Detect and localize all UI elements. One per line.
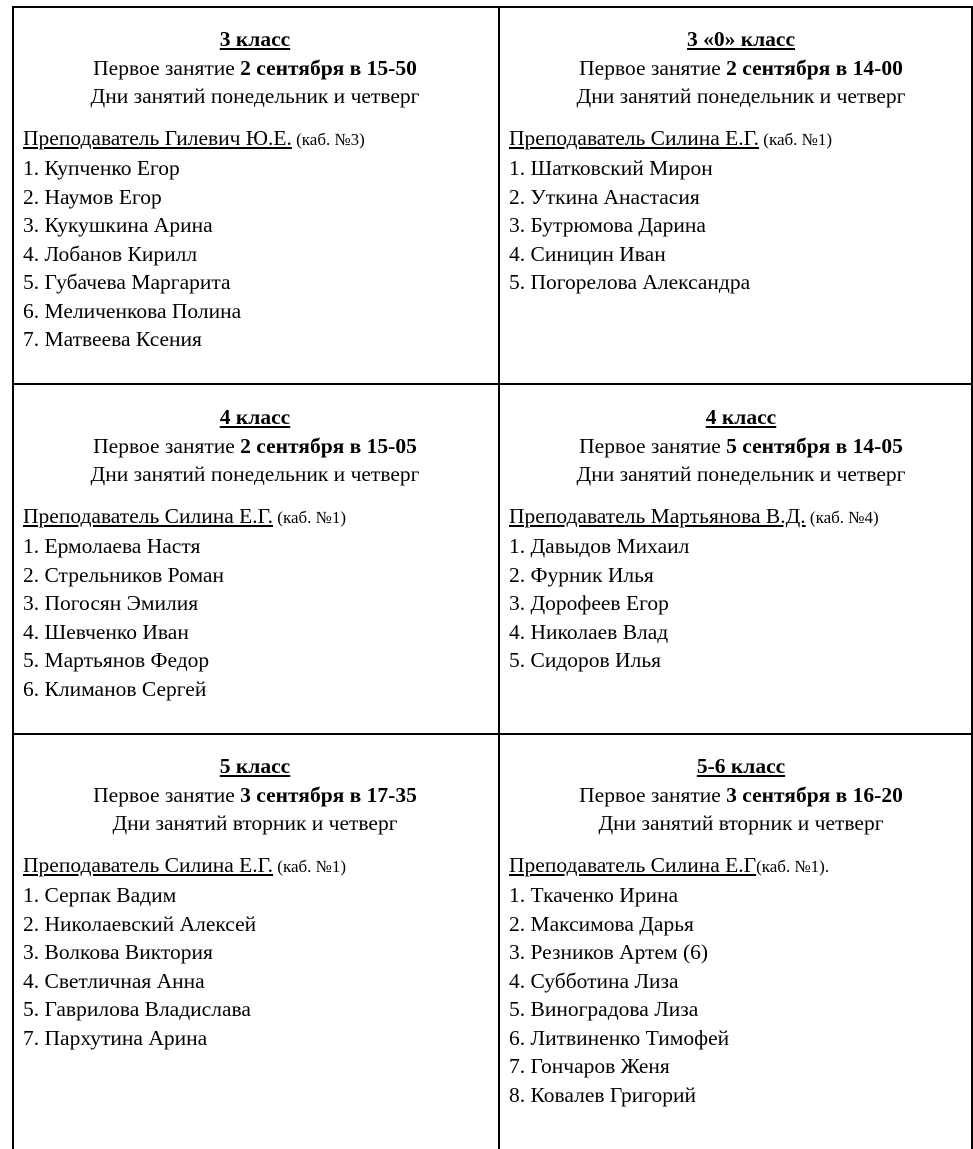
teacher-line bbox=[498, 851, 973, 882]
room-number: (каб. №1) bbox=[273, 856, 347, 876]
class-block bbox=[12, 25, 498, 354]
room-number: (каб. №1). bbox=[756, 856, 830, 876]
teacher-line bbox=[12, 851, 498, 882]
first-lesson-line bbox=[498, 54, 973, 83]
student-item: 1. Давыдов Михаил bbox=[509, 534, 690, 558]
first-lesson-prefix: Первое занятие bbox=[93, 782, 241, 807]
student-item: 4. Николаев Влад bbox=[509, 619, 669, 644]
student-item: 2. Николаевский Алексей bbox=[23, 911, 257, 936]
first-lesson-in: в bbox=[830, 55, 853, 80]
student-item: 2. Фурник Илья bbox=[509, 562, 654, 587]
first-lesson-line bbox=[12, 432, 498, 461]
student-item: 6. Литвиненко Тимофей bbox=[509, 1025, 730, 1050]
class-title: 3 класс bbox=[219, 27, 291, 51]
student-item: 5. Гаврилова Владислава bbox=[23, 997, 251, 1021]
student-item: 2. Стрельников Роман bbox=[23, 562, 224, 587]
student-list bbox=[498, 154, 973, 297]
lesson-days: Дни занятий понедельник и четверг bbox=[90, 462, 420, 486]
student-item: 1. Шатковский Мирон bbox=[509, 156, 713, 180]
student-list bbox=[498, 881, 973, 1109]
grid-line-row1 bbox=[12, 383, 973, 385]
first-lesson-prefix: Первое занятие bbox=[579, 782, 727, 807]
student-item: 6. Климанов Сергей bbox=[23, 676, 207, 701]
student-item: 5. Мартьянов Федор bbox=[23, 648, 210, 672]
teacher-name: Преподаватель Силина Е.Г bbox=[509, 852, 757, 877]
student-list bbox=[12, 881, 498, 1052]
student-item: 3. Погосян Эмилия bbox=[23, 591, 199, 615]
class-block bbox=[498, 25, 973, 297]
student-item: 2. Уткина Анастасия bbox=[509, 184, 700, 209]
first-lesson-time: 15-50 bbox=[366, 55, 417, 80]
student-item: 1. Ермолаева Настя bbox=[23, 534, 201, 558]
first-lesson-line bbox=[12, 781, 498, 810]
first-lesson-time: 17-35 bbox=[366, 782, 417, 807]
first-lesson-time: 15-05 bbox=[366, 433, 417, 458]
student-item: 4. Шевченко Иван bbox=[23, 619, 189, 644]
first-lesson-prefix: Первое занятие bbox=[93, 55, 241, 80]
class-header bbox=[12, 752, 498, 838]
student-item: 4. Светличная Анна bbox=[23, 968, 205, 993]
student-list bbox=[12, 154, 498, 354]
student-item: 1. Ткаченко Ирина bbox=[509, 883, 679, 907]
student-item: 3. Дорофеев Егор bbox=[509, 591, 669, 615]
teacher-name: Преподаватель Силина Е.Г. bbox=[509, 125, 760, 150]
student-item: 5. Сидоров Илья bbox=[509, 648, 662, 672]
class-block bbox=[498, 403, 973, 675]
first-lesson-in: в bbox=[344, 782, 367, 807]
class-header bbox=[498, 752, 973, 838]
first-lesson-line bbox=[498, 781, 973, 810]
class-title: 5-6 класс bbox=[696, 754, 786, 778]
first-lesson-prefix: Первое занятие bbox=[579, 433, 727, 458]
class-header bbox=[12, 403, 498, 489]
student-list bbox=[12, 532, 498, 703]
room-number: (каб. №1) bbox=[273, 507, 347, 527]
class-title: 3 «0» класс bbox=[686, 27, 796, 51]
first-lesson-time: 16-20 bbox=[852, 782, 903, 807]
student-item: 3. Волкова Виктория bbox=[23, 940, 213, 964]
teacher-line bbox=[498, 124, 973, 155]
class-header bbox=[498, 403, 973, 489]
teacher-name: Преподаватель Силина Е.Г. bbox=[23, 852, 274, 877]
room-number: (каб. №1) bbox=[759, 129, 833, 149]
first-lesson-date: 3 сентября bbox=[726, 782, 831, 807]
grid-line-row2 bbox=[12, 733, 973, 735]
first-lesson-in: в bbox=[344, 55, 367, 80]
student-item: 3. Бутрюмова Дарина bbox=[509, 213, 706, 237]
room-number: (каб. №4) bbox=[805, 507, 879, 527]
student-item: 7. Пархутина Арина bbox=[23, 1025, 208, 1050]
room-number: (каб. №3) bbox=[291, 129, 365, 149]
first-lesson-line bbox=[12, 54, 498, 83]
student-item: 5. Виноградова Лиза bbox=[509, 997, 699, 1021]
class-title: 4 класс bbox=[705, 405, 777, 429]
lesson-days: Дни занятий понедельник и четверг bbox=[576, 84, 906, 108]
teacher-name: Преподаватель Силина Е.Г. bbox=[23, 503, 274, 528]
student-item: 1. Купченко Егор bbox=[23, 156, 180, 180]
first-lesson-date: 5 сентября bbox=[726, 433, 831, 458]
grid-line-top bbox=[12, 6, 973, 8]
student-item: 7. Матвеева Ксения bbox=[23, 327, 202, 351]
class-title: 4 класс bbox=[219, 405, 291, 429]
student-list bbox=[498, 532, 973, 675]
teacher-name: Преподаватель Мартьянова В.Д. bbox=[509, 503, 806, 528]
student-item: 1. Серпак Вадим bbox=[23, 883, 177, 907]
first-lesson-time: 14-05 bbox=[852, 433, 903, 458]
lesson-days: Дни занятий вторник и четверг bbox=[598, 811, 884, 835]
class-block bbox=[12, 403, 498, 703]
first-lesson-prefix: Первое занятие bbox=[579, 55, 727, 80]
first-lesson-date: 2 сентября bbox=[240, 433, 345, 458]
teacher-line bbox=[12, 502, 498, 533]
student-item: 3. Резников Артем (6) bbox=[509, 940, 709, 964]
first-lesson-in: в bbox=[830, 433, 853, 458]
student-item: 6. Меличенкова Полина bbox=[23, 298, 242, 323]
first-lesson-in: в bbox=[830, 782, 853, 807]
teacher-line bbox=[12, 124, 498, 155]
class-block bbox=[12, 752, 498, 1052]
student-item: 4. Субботина Лиза bbox=[509, 968, 679, 993]
student-item: 5. Погорелова Александра bbox=[509, 270, 751, 294]
lesson-days: Дни занятий понедельник и четверг bbox=[576, 462, 906, 486]
lesson-days: Дни занятий вторник и четверг bbox=[112, 811, 398, 835]
student-item: 8. Ковалев Григорий bbox=[509, 1082, 697, 1107]
class-block bbox=[498, 752, 973, 1109]
class-header bbox=[12, 25, 498, 111]
first-lesson-time: 14-00 bbox=[852, 55, 903, 80]
lesson-days: Дни занятий понедельник и четверг bbox=[90, 84, 420, 108]
class-header bbox=[498, 25, 973, 111]
student-item: 4. Синицин Иван bbox=[509, 241, 666, 266]
student-item: 5. Губачева Маргарита bbox=[23, 270, 231, 294]
student-item: 2. Максимова Дарья bbox=[509, 911, 694, 936]
student-item: 2. Наумов Егор bbox=[23, 184, 162, 209]
student-item: 3. Кукушкина Арина bbox=[23, 213, 213, 237]
teacher-line bbox=[498, 502, 973, 533]
class-title: 5 класс bbox=[219, 754, 291, 778]
first-lesson-line bbox=[498, 432, 973, 461]
first-lesson-date: 2 сентября bbox=[726, 55, 831, 80]
first-lesson-date: 2 сентября bbox=[240, 55, 345, 80]
first-lesson-date: 3 сентября bbox=[240, 782, 345, 807]
teacher-name: Преподаватель Гилевич Ю.Е. bbox=[23, 125, 292, 150]
student-item: 7. Гончаров Женя bbox=[509, 1054, 670, 1078]
first-lesson-prefix: Первое занятие bbox=[93, 433, 241, 458]
student-item: 4. Лобанов Кирилл bbox=[23, 241, 198, 266]
first-lesson-in: в bbox=[344, 433, 367, 458]
